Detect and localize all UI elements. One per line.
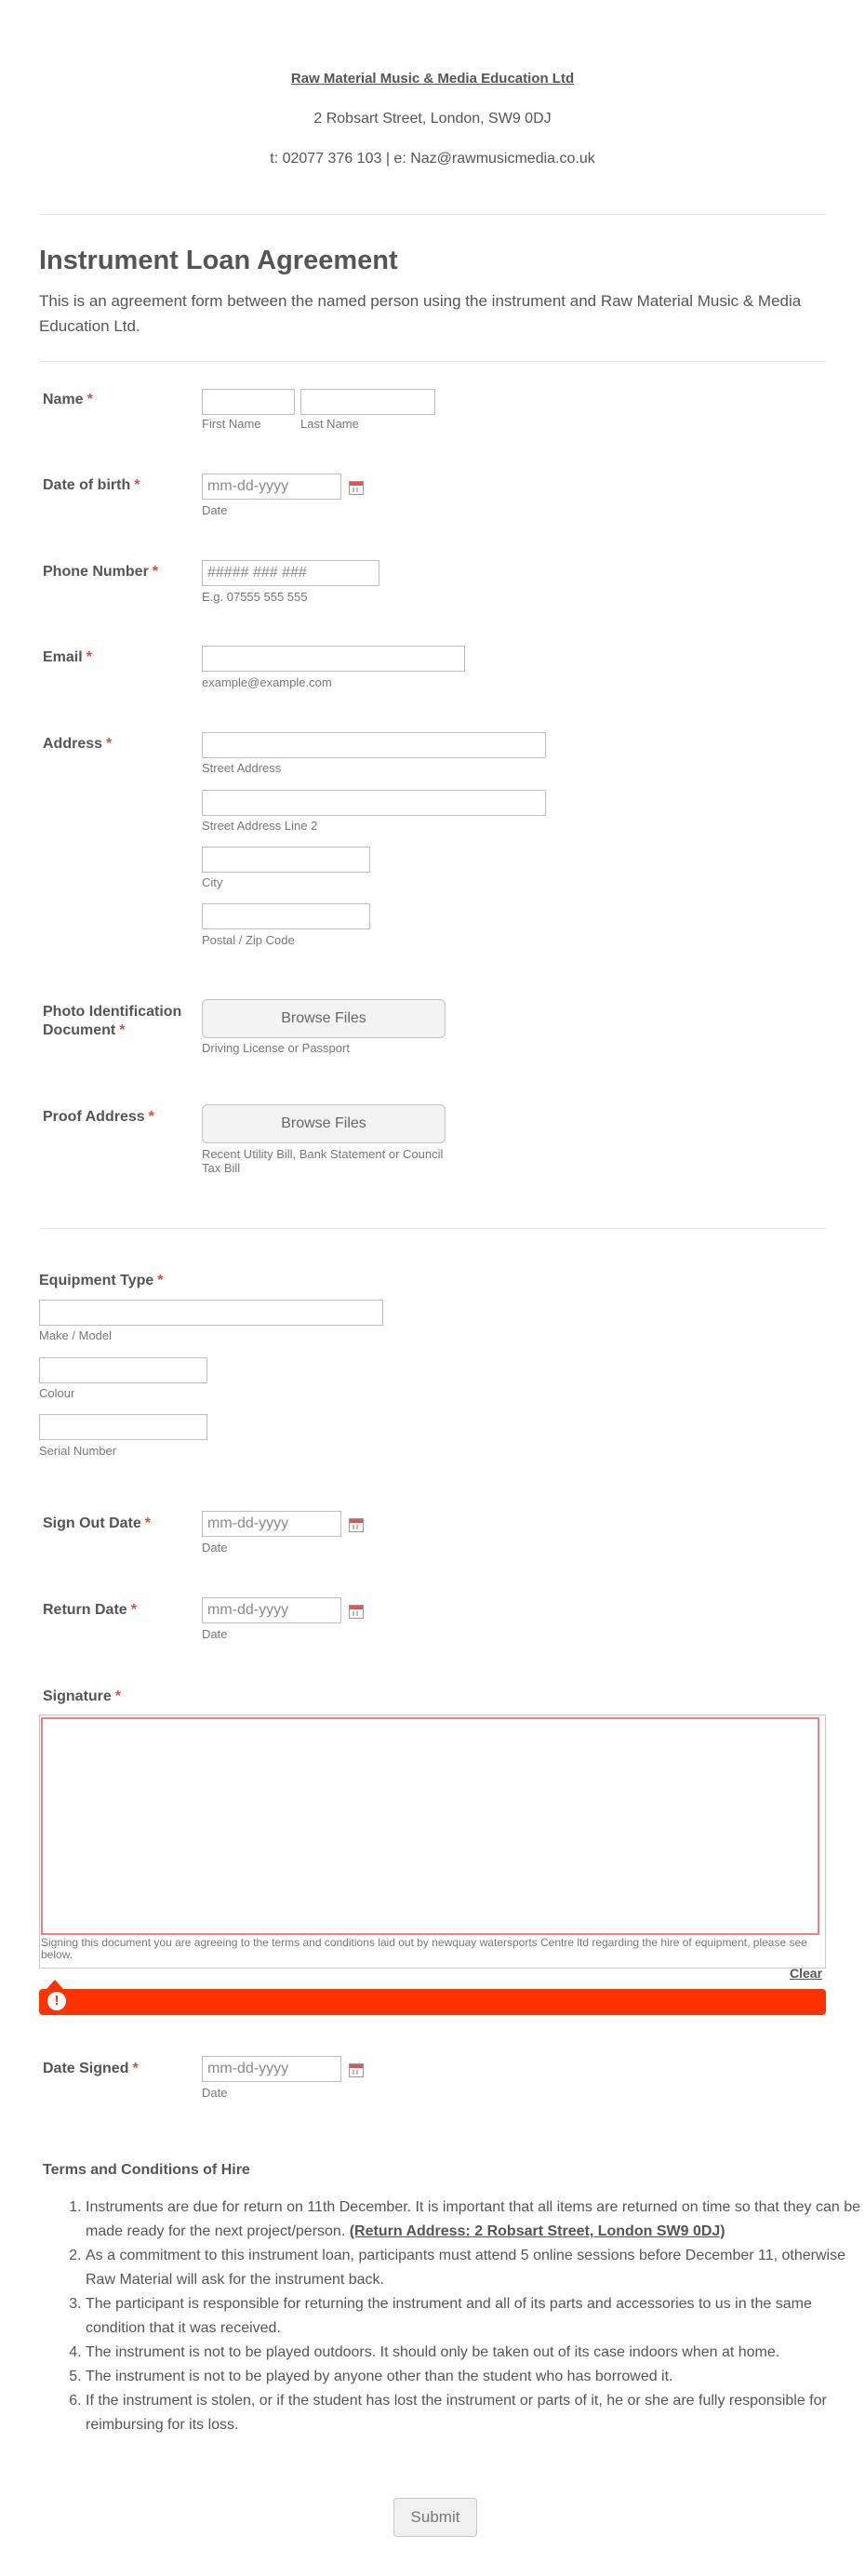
email-sublabel: example@example.com [202, 675, 332, 689]
return-date-sublabel: Date [202, 1627, 228, 1641]
clear-signature-button[interactable]: Clear [790, 1966, 823, 1981]
last-name-input[interactable] [300, 389, 435, 415]
street-address-2-input[interactable] [202, 790, 546, 816]
city-input[interactable] [202, 847, 370, 873]
postal-code-input[interactable] [202, 903, 370, 929]
signature-label: Signature * [43, 1688, 122, 1704]
dob-input[interactable] [202, 474, 341, 500]
address-label: Address * [43, 736, 113, 752]
phone-label: Phone Number * [43, 564, 159, 580]
email-input[interactable] [202, 646, 465, 672]
serial-number-input[interactable] [39, 1414, 207, 1440]
photo-id-sublabel: Driving License or Passport [202, 1041, 350, 1055]
form-title: Instrument Loan Agreement [39, 246, 398, 275]
make-model-sublabel: Make / Model [39, 1328, 113, 1342]
photo-id-browse-button[interactable]: Browse Files [202, 999, 446, 1038]
city-sublabel: City [202, 875, 223, 889]
dob-sublabel: Date [202, 503, 228, 517]
proof-address-sublabel: Recent Utility Bill, Bank Statement or Council Tax Bill [202, 1147, 444, 1175]
phone-input[interactable] [202, 560, 379, 586]
serial-number-sublabel: Serial Number [39, 1444, 117, 1458]
postal-code-sublabel: Postal / Zip Code [202, 933, 295, 947]
dob-label: Date of birth * [43, 477, 140, 493]
phone-sublabel: E.g. 07555 555 555 [202, 590, 308, 604]
proof-address-label: Proof Address * [43, 1109, 154, 1125]
company-contact: t: 02077 376 103 | e: Naz@rawmusicmedia.co.uk [270, 151, 595, 167]
street-address-2-sublabel: Street Address Line 2 [202, 819, 318, 833]
street-address-input[interactable] [202, 732, 546, 758]
return-date-label: Return Date * [43, 1602, 137, 1618]
first-name-sublabel: First Name [202, 417, 261, 431]
date-signed-sublabel: Date [202, 2086, 228, 2100]
terms-item: 1. Instruments are due for return on 11th December. It is important that all items are returned on time so that they can be made ready for the next project/person. (Return Address: 2 Robsart Street, London SW9 0DJ) [86, 2196, 865, 2244]
divider [39, 361, 826, 362]
form-description: This is an agreement form between the named person using the instrument and Raw Material Music & Media Education Ltd. [39, 292, 802, 335]
colour-sublabel: Colour [39, 1386, 75, 1400]
terms-list [52, 2196, 865, 2437]
terms-item: 3. The participant is responsible for returning the instrument and all of its parts and accessories to us in the same condition that it was received. [86, 2292, 865, 2341]
company-name: Raw Material Music & Media Education Ltd [290, 71, 575, 87]
proof-address-browse-button[interactable]: Browse Files [202, 1104, 446, 1143]
error-bar [39, 1989, 826, 2015]
sign-out-date-input[interactable] [202, 1511, 341, 1537]
last-name-sublabel: Last Name [300, 417, 359, 431]
equipment-type-label: Equipment Type * [39, 1273, 164, 1288]
terms-item: 4. The instrument is not to be played outdoors. It should only be taken out of its case indoors when at home. [86, 2341, 865, 2365]
signature-pad[interactable] [41, 1717, 819, 1935]
calendar-icon[interactable] [349, 2063, 364, 2077]
error-pointer [47, 1980, 63, 1989]
first-name-input[interactable] [202, 389, 295, 415]
street-address-sublabel: Street Address [202, 761, 282, 775]
signature-note: Signing this document you are agreeing to the terms and conditions laid out by newquay watersports Centre ltd regarding the hire of equipment, please see below. [41, 1936, 807, 1961]
return-date-input[interactable] [202, 1597, 341, 1623]
sign-out-date-sublabel: Date [202, 1541, 228, 1555]
terms-item: 2. As a commitment to this instrument loan, participants must attend 5 online sessions before December 11, otherwise Raw Material will ask for the instrument back. [86, 2244, 865, 2292]
colour-input[interactable] [39, 1357, 207, 1383]
calendar-icon[interactable] [349, 1605, 364, 1619]
calendar-icon[interactable] [349, 1518, 364, 1532]
date-signed-input[interactable] [202, 2056, 341, 2082]
calendar-icon[interactable] [349, 481, 364, 495]
make-model-input[interactable] [39, 1300, 383, 1326]
name-label: Name * [43, 392, 93, 407]
divider [39, 214, 826, 215]
error-icon: ! [47, 1992, 66, 2010]
date-signed-label: Date Signed * [43, 2061, 139, 2076]
photo-id-label: Photo Identification Document * [43, 1004, 182, 1038]
sign-out-date-label: Sign Out Date * [43, 1515, 152, 1531]
divider [39, 1228, 826, 1229]
terms-title: Terms and Conditions of Hire [43, 2162, 250, 2178]
terms-item: 5. The instrument is not to be played by anyone other than the student who has borrowed it. [86, 2365, 865, 2389]
submit-button[interactable]: Submit [393, 2498, 477, 2537]
email-label: Email * [43, 649, 92, 665]
company-address: 2 Robsart Street, London, SW9 0DJ [313, 111, 552, 127]
terms-item: 6. If the instrument is stolen, or if the student has lost the instrument or parts of it, he or she are fully responsible for reimbursing for its loss. [86, 2389, 865, 2437]
